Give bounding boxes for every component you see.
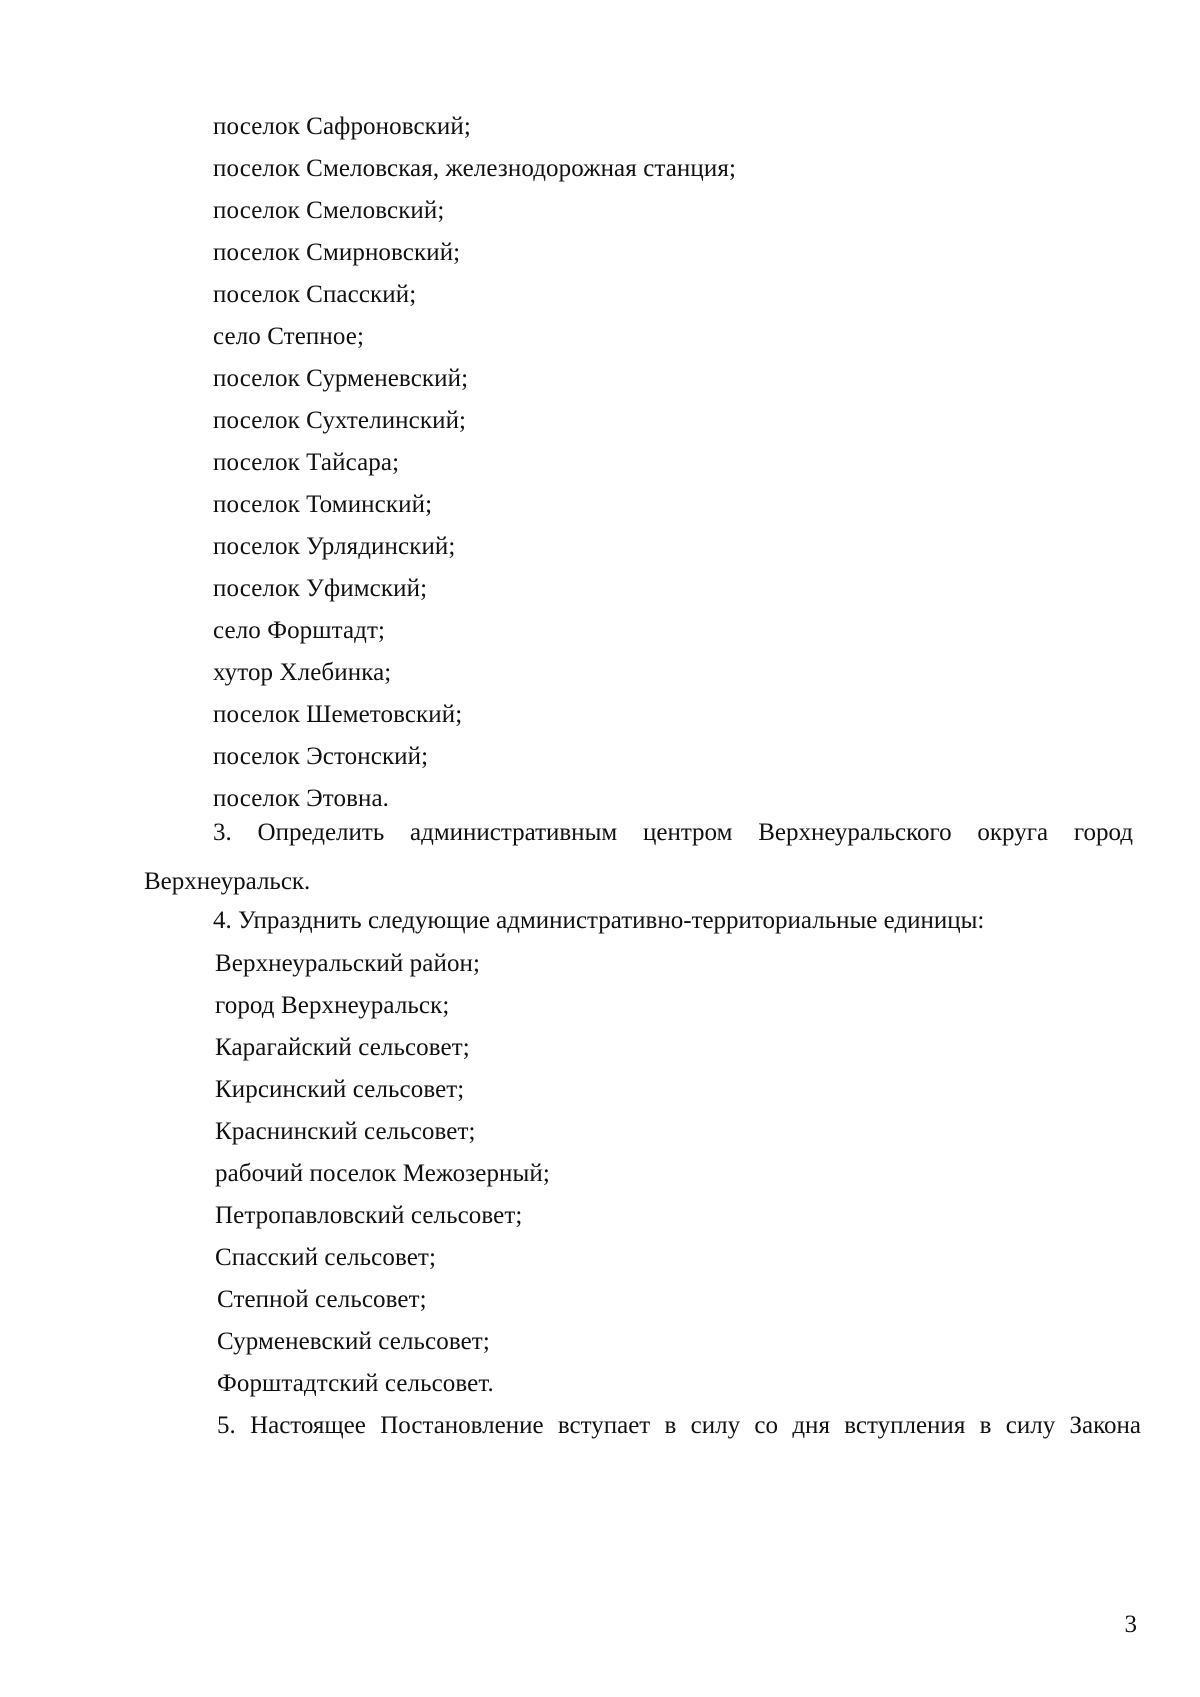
- settlement-list-item: поселок Сафроновский;: [213, 113, 471, 140]
- abolished-unit-item: Степной сельсовет;: [217, 1286, 427, 1313]
- settlement-list-item: поселок Шеметовский;: [213, 701, 463, 728]
- abolished-unit-item: город Верхнеуральск;: [215, 992, 450, 1019]
- settlement-list-item: поселок Тайсара;: [213, 449, 400, 476]
- settlement-list-item: поселок Томинский;: [213, 491, 433, 518]
- settlement-list-item: поселок Уфимский;: [213, 575, 428, 602]
- abolished-unit-item: Краснинский сельсовет;: [215, 1118, 476, 1145]
- abolished-unit-item: Спасский сельсовет;: [215, 1244, 436, 1271]
- abolished-unit-item: Кирсинский сельсовет;: [215, 1076, 465, 1103]
- page-number: 3: [1124, 1611, 1137, 1638]
- abolished-unit-item: Сурменевский сельсовет;: [217, 1328, 490, 1355]
- settlement-list-item: поселок Смирновский;: [213, 239, 461, 266]
- clause-3-second-line: Верхнеуральск.: [144, 868, 311, 895]
- abolished-unit-item: рабочий поселок Межозерный;: [215, 1160, 550, 1187]
- settlement-list-item: хутор Хлебинка;: [213, 659, 392, 686]
- settlement-list-item: поселок Смеловская, железнодорожная станция;: [213, 155, 737, 182]
- settlement-list-item: поселок Этовна.: [213, 785, 389, 812]
- abolished-unit-item: Форштадтский сельсовет.: [217, 1370, 494, 1397]
- clause-3-first-line: 3. Определить административным центром Верхнеуральского округа город: [213, 819, 1133, 846]
- clause-4-intro: 4. Упразднить следующие административно-территориальные единицы:: [213, 907, 985, 934]
- abolished-unit-item: Петропавловский сельсовет;: [215, 1202, 523, 1229]
- settlement-list-item: поселок Сурменевский;: [213, 365, 469, 392]
- settlement-list-item: село Форштадт;: [213, 617, 386, 644]
- settlement-list-item: поселок Спасский;: [213, 281, 417, 308]
- settlement-list-item: поселок Урлядинский;: [213, 533, 456, 560]
- abolished-unit-item: Верхнеуральский район;: [215, 950, 481, 977]
- settlement-list-item: поселок Смеловский;: [213, 197, 445, 224]
- settlement-list-item: поселок Эстонский;: [213, 743, 429, 770]
- settlement-list-item: поселок Сухтелинский;: [213, 407, 467, 434]
- abolished-unit-item: Карагайский сельсовет;: [215, 1034, 470, 1061]
- clause-5-first-line: 5. Настоящее Постановление вступает в силу со дня вступления в силу Закона: [217, 1412, 1141, 1439]
- settlement-list-item: село Степное;: [213, 323, 364, 350]
